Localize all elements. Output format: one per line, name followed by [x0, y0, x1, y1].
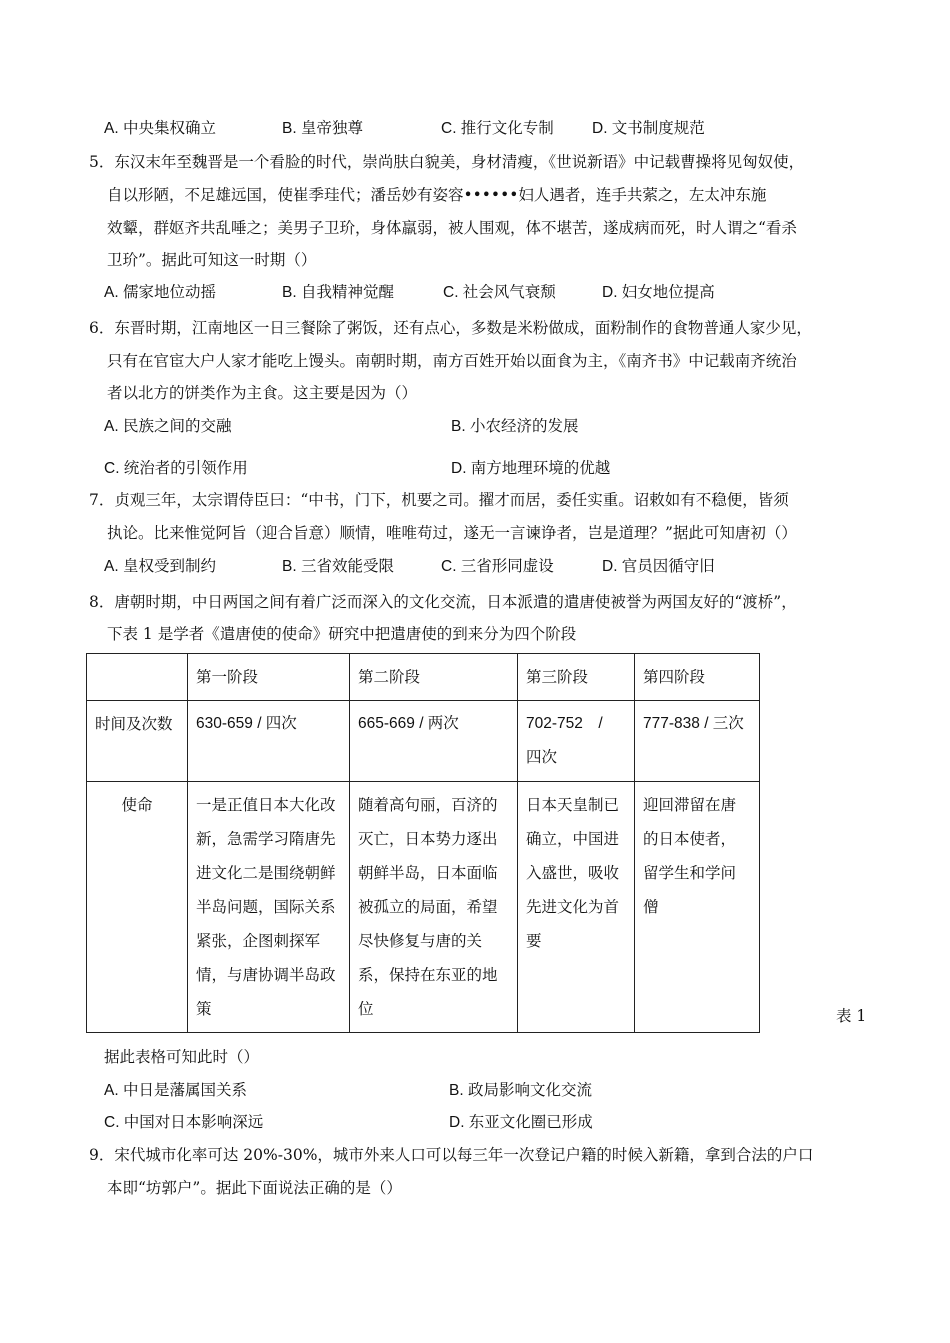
q7-line-2: 执论。比来惟觉阿旨（迎合旨意）顺情，唯唯苟过，遂无一言谏诤者，岂是道理？”据此可知唐初（） — [107, 524, 797, 542]
table-cell-mission-2: 随着高句丽，百济的灭亡，日本势力逐出朝鲜半岛，日本面临被孤立的局面，希望尽快修复与唐的关系，保持在东亚的地位 — [350, 782, 518, 1033]
q8-option-c: C. 中国对日本影响深远 — [104, 1114, 264, 1131]
q7-option-d: D. 官员因循守旧 — [602, 558, 715, 575]
envoy-stages-table — [86, 653, 760, 1033]
q4-option-b: B. 皇帝独尊 — [282, 120, 363, 137]
table-row-mission — [87, 782, 760, 1033]
q6-option-c: C. 统治者的引领作用 — [104, 460, 248, 477]
q7-option-c: C. 三省形同虚设 — [441, 558, 554, 575]
table-cell-mission-1: 一是正值日本大化改新，急需学习隋唐先进文化二是围绕朝鲜半岛问题，国际关系紧张，企图刺探军情，与唐协调半岛政策 — [188, 782, 350, 1033]
q5-line-3: 效颦，群妪齐共乱唾之；美男子卫玠，身体羸弱，被人围观，体不堪苦，遂成病而死，时人谓之“看杀 — [107, 219, 797, 237]
q5-option-d: D. 妇女地位提高 — [602, 284, 715, 301]
q5-option-a: A. 儒家地位动摇 — [104, 284, 216, 301]
q5-line-1: 5．东汉末年至魏晋是一个看脸的时代，崇尚肤白貌美，身材清瘦，《世说新语》中记载曹操将见匈奴使， — [89, 153, 805, 171]
q6-option-d: D. 南方地理环境的优越 — [451, 460, 611, 477]
q4-option-a: A. 中央集权确立 — [104, 120, 216, 137]
q4-option-d: D. 文书制度规范 — [592, 120, 705, 137]
q9-line-1: 9．宋代城市化率可达 20%-30%，城市外来人口可以每三年一次登记户籍的时候入新籍，拿到合法的户口 — [89, 1146, 814, 1164]
q5-line-2: 自以形陋，不足雄远国，使崔季珪代；潘岳妙有姿容••••••妇人遇者，连手共萦之，左太冲东施 — [107, 186, 767, 204]
q5-option-b: B. 自我精神觉醒 — [282, 284, 394, 301]
table-cell-time-3: 702-752 / 四次 — [518, 701, 635, 782]
table-row-time-label: 时间及次数 — [87, 701, 188, 782]
q8-line-1: 8．唐朝时期，中日两国之间有着广泛而深入的文化交流，日本派遣的遣唐使被誉为两国友好的“渡桥”， — [89, 593, 797, 611]
q8-line-2: 下表 1 是学者《遣唐使的使命》研究中把遣唐使的到来分为四个阶段 — [107, 625, 577, 643]
table-header-stage-4: 第四阶段 — [635, 654, 760, 701]
q7-option-a: A. 皇权受到制约 — [104, 558, 216, 575]
q6-line-1: 6．东晋时期，江南地区一日三餐除了粥饭，还有点心，多数是米粉做成，面粉制作的食物普通人家少见， — [89, 319, 812, 337]
table-cell-time-1: 630-659 / 四次 — [188, 701, 350, 782]
table-header-stage-1: 第一阶段 — [188, 654, 350, 701]
q5-option-c: C. 社会风气衰颓 — [443, 284, 556, 301]
q6-option-a: A. 民族之间的交融 — [104, 418, 232, 435]
table-header-stage-3: 第三阶段 — [518, 654, 635, 701]
q8-option-a: A. 中日是藩属国关系 — [104, 1082, 247, 1099]
table-header-empty — [87, 654, 188, 701]
table-header-stage-2: 第二阶段 — [350, 654, 518, 701]
table-cell-mission-4: 迎回滞留在唐的日本使者，留学生和学问僧 — [635, 782, 760, 1033]
table-row-mission-label: 使命 — [87, 782, 188, 1033]
q8-question: 据此表格可知此时（） — [104, 1048, 260, 1066]
table-row-time — [87, 701, 760, 782]
q8-option-b: B. 政局影响文化交流 — [449, 1082, 592, 1099]
q6-line-3: 者以北方的饼类作为主食。这主要是因为（） — [107, 384, 418, 402]
table-cell-time-4: 777-838 / 三次 — [635, 701, 760, 782]
q4-option-c: C. 推行文化专制 — [441, 120, 554, 137]
table-cell-mission-3: 日本天皇制已确立，中国进入盛世，吸收先进文化为首要 — [518, 782, 635, 1033]
table-caption: 表 1 — [836, 1007, 867, 1025]
q6-line-2: 只有在官宦大户人家才能吃上馒头。南朝时期，南方百姓开始以面食为主，《南齐书》中记载南齐统治 — [107, 352, 797, 370]
q7-option-b: B. 三省效能受限 — [282, 558, 394, 575]
q8-option-d: D. 东亚文化圈已形成 — [449, 1114, 593, 1131]
q6-option-b: B. 小农经济的发展 — [451, 418, 579, 435]
table-cell-time-2: 665-669 / 两次 — [350, 701, 518, 782]
q5-line-4: 卫玠”。据此可知这一时期（） — [107, 251, 317, 269]
q9-line-2: 本即“坊郭户”。据此下面说法正确的是（） — [107, 1179, 402, 1197]
q7-line-1: 7．贞观三年，太宗谓侍臣曰：“中书，门下，机要之司。擢才而居，委任实重。诏敕如有不稳便，皆须 — [89, 491, 789, 509]
table-header-row — [87, 654, 760, 701]
